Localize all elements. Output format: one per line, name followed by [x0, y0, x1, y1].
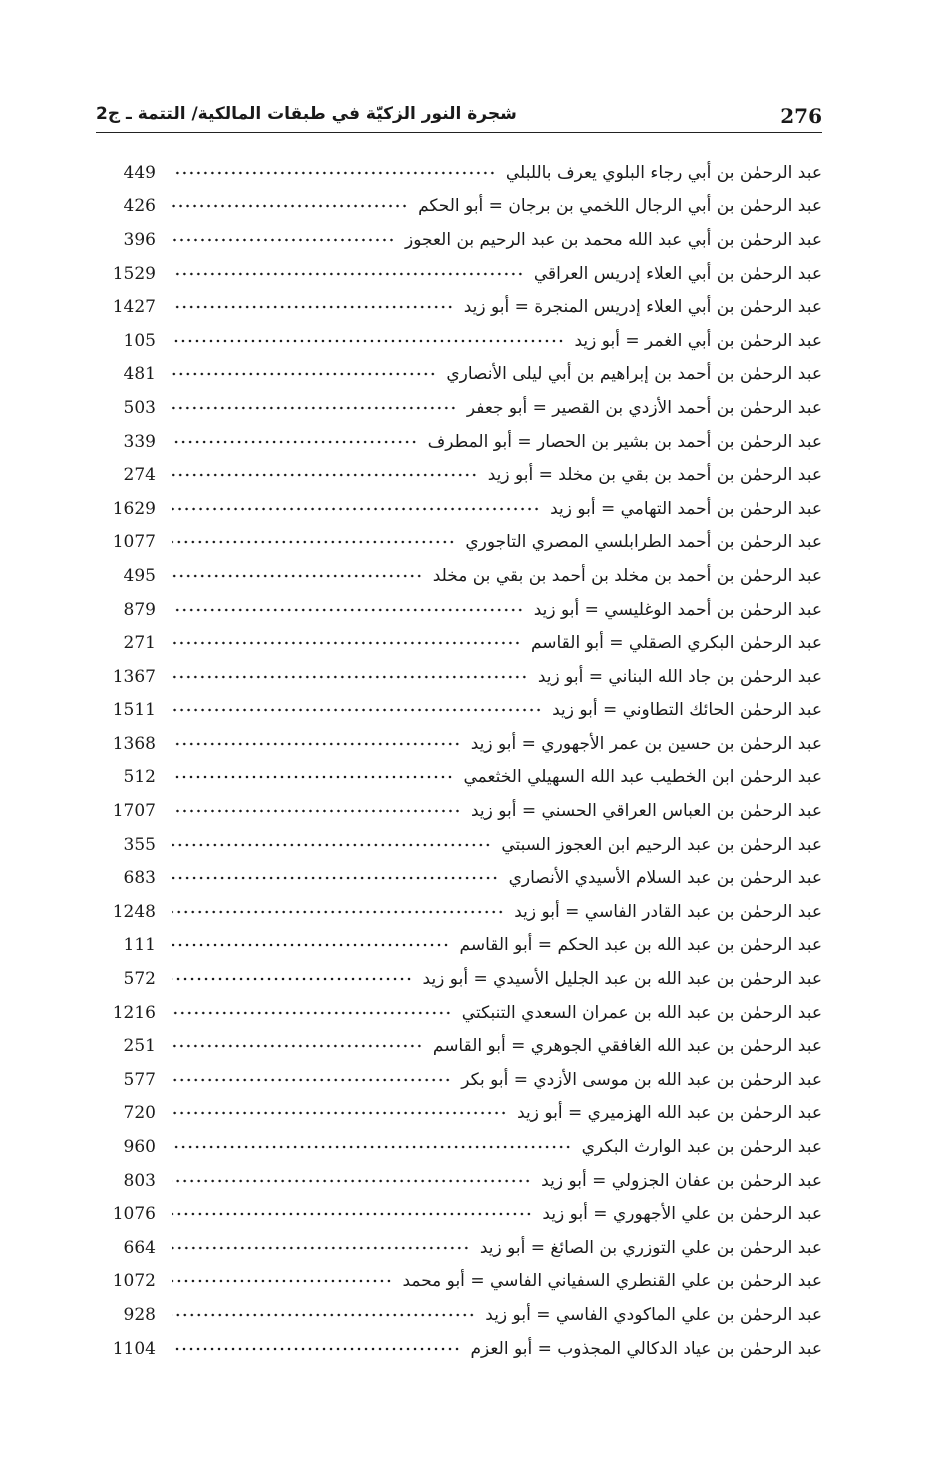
entry-page-number: 928 [123, 1304, 156, 1325]
entry-page-number: 1216 [112, 1002, 156, 1023]
entry-name: عبد الرحمٰن البكري الصقلي = أبو القاسم [530, 633, 822, 654]
entry-page-number: 1248 [112, 901, 156, 922]
entry-name: عبد الرحمٰن بن حسين بن عمر الأجهوري = أبو زيد [470, 733, 822, 754]
entry-name: عبد الرحمٰن بن أحمد الوغليسي = أبو زيد [533, 599, 822, 620]
index-entry [96, 1063, 822, 1097]
dot-leader [172, 1241, 470, 1255]
entry-page-number: 251 [123, 1036, 156, 1057]
dot-leader [172, 938, 450, 952]
entry-page-number: 111 [123, 935, 156, 956]
entry-name: عبد الرحمٰن بن أحمد بن إبراهيم بن أبي ليلى الأنصاري [446, 364, 822, 385]
dot-leader [172, 972, 413, 986]
entry-page-number: 339 [123, 431, 156, 452]
dot-leader [172, 670, 528, 684]
page-number: 276 [780, 104, 822, 128]
index-entry [96, 257, 822, 291]
entry-name: عبد الرحمٰن بن أبي رجاء البلوي يعرف باللبلي [505, 162, 822, 183]
dot-leader [172, 1308, 475, 1322]
index-entry [96, 828, 822, 862]
entry-name: عبد الرحمٰن بن علي القنطري السفياني الفاسي = أبو محمد [402, 1271, 822, 1292]
index-entry [96, 861, 822, 895]
index-entry [96, 290, 822, 324]
dot-leader [172, 233, 395, 247]
dot-leader [172, 1073, 451, 1087]
entry-name: عبد الرحمٰن بن أبي العلاء إدريس المنجرة = أبو زيد [463, 297, 822, 318]
dot-leader [172, 1207, 532, 1221]
entry-page-number: 426 [123, 196, 156, 217]
index-entry [96, 794, 822, 828]
entry-page-number: 960 [123, 1137, 156, 1158]
dot-leader [172, 1174, 531, 1188]
entry-page-number: 1077 [112, 532, 156, 553]
entry-name: عبد الرحمٰن بن عبد الوارث البكري [581, 1137, 822, 1158]
index-entry [96, 727, 822, 761]
dot-leader [172, 166, 496, 180]
running-title: شجرة النور الزكيّة في طبقات المالكية/ التتمة ـ ج2 [96, 104, 517, 124]
dot-leader [172, 199, 408, 213]
entry-name: عبد الرحمٰن بن عبد الله الهزميري = أبو زيد [517, 1103, 822, 1124]
entry-name: عبد الرحمٰن بن عبد الله بن عبد الحكم = أبو القاسم [459, 935, 822, 956]
dot-leader [172, 636, 521, 650]
entry-name: عبد الرحمٰن ابن الخطيب عبد الله السهيلي الخثعمي [463, 767, 822, 788]
index-entry [96, 358, 822, 392]
entry-page-number: 1629 [112, 498, 156, 519]
entry-name: عبد الرحمٰن بن أبي العلاء إدريس العراقي [533, 263, 822, 284]
index-entry [96, 996, 822, 1030]
index-entry [96, 156, 822, 190]
index-entry [96, 492, 822, 526]
entry-page-number: 803 [123, 1170, 156, 1191]
entry-name: عبد الرحمٰن بن علي الأجهوري = أبو زيد [542, 1204, 822, 1225]
entry-page-number: 1072 [112, 1271, 156, 1292]
entry-page-number: 271 [123, 633, 156, 654]
entry-page-number: 879 [123, 599, 156, 620]
index-entry [96, 391, 822, 425]
dot-leader [172, 502, 540, 516]
index-entry [96, 694, 822, 728]
entry-page-number: 512 [123, 767, 156, 788]
index-entry [96, 962, 822, 996]
dot-leader [172, 804, 461, 818]
dot-leader [172, 905, 504, 919]
entry-page-number: 355 [123, 834, 156, 855]
dot-leader [172, 435, 418, 449]
entry-page-number: 577 [123, 1069, 156, 1090]
dot-leader [172, 1274, 392, 1288]
entry-name: عبد الرحمٰن بن علي التوزري بن الصائغ = أبو زيد [479, 1237, 822, 1258]
entry-page-number: 1427 [112, 297, 156, 318]
index-entry [96, 324, 822, 358]
entry-page-number: 720 [123, 1103, 156, 1124]
index-entry [96, 761, 822, 795]
entry-name: عبد الرحمٰن بن أحمد بن مخلد بن أحمد بن بقي بن مخلد [432, 565, 822, 586]
dot-leader [172, 267, 524, 281]
entry-name: عبد الرحمٰن بن أبي الغمر = أبو زيد [574, 330, 822, 351]
index-entry [96, 626, 822, 660]
entry-name: عبد الرحمٰن بن أحمد الطرابلسي المصري التاجوري [465, 532, 822, 553]
index-entry [96, 593, 822, 627]
dot-leader [172, 468, 478, 482]
dot-leader [172, 367, 436, 381]
index-entry [96, 1164, 822, 1198]
index-entry [96, 1197, 822, 1231]
entry-page-number: 1076 [112, 1204, 156, 1225]
entry-page-number: 481 [123, 364, 156, 385]
entry-name: عبد الرحمٰن بن أحمد بن بقي بن مخلد = أبو زيد [487, 465, 822, 486]
entry-page-number: 1529 [112, 263, 156, 284]
entry-name: عبد الرحمٰن بن عبد السلام الأسيدي الأنصاري [508, 868, 822, 889]
index-entry [96, 929, 822, 963]
index-entry [96, 559, 822, 593]
entry-page-number: 449 [123, 162, 156, 183]
page-header [96, 100, 822, 133]
dot-leader [172, 770, 453, 784]
index-entry [96, 425, 822, 459]
index-entry [96, 1298, 822, 1332]
entry-name: عبد الرحمٰن بن أبي عبد الله محمد بن عبد الرحيم بن العجوز [404, 229, 822, 250]
index-page [96, 100, 822, 1365]
entry-page-number: 274 [123, 465, 156, 486]
entry-name: عبد الرحمٰن بن عفان الجزولي = أبو زيد [541, 1170, 822, 1191]
entry-name: عبد الرحمٰن بن عبد الله بن عبد الجليل الأسيدي = أبو زيد [422, 969, 822, 990]
entry-name: عبد الرحمٰن بن أبي الرجال اللخمي بن برجان = أبو الحكم [418, 196, 822, 217]
entry-name: عبد الرحمٰن بن عبد الرحيم ابن العجوز السبتي [501, 834, 822, 855]
index-entry [96, 895, 822, 929]
entry-page-number: 572 [123, 969, 156, 990]
dot-leader [172, 569, 423, 583]
entry-page-number: 664 [123, 1237, 156, 1258]
dot-leader [172, 334, 564, 348]
entry-page-number: 1511 [112, 700, 156, 721]
entry-name: عبد الرحمٰن بن عبد الله بن موسى الأزدي = أبو بكر [461, 1069, 822, 1090]
dot-leader [172, 703, 542, 717]
entry-name: عبد الرحمٰن بن أحمد الأزدي بن القصير = أبو جعفر [466, 397, 822, 418]
index-entry [96, 1130, 822, 1164]
dot-leader [172, 1039, 423, 1053]
dot-leader [172, 1006, 452, 1020]
dot-leader [172, 401, 457, 415]
entry-name: عبد الرحمٰن بن عياد الدكالي المجذوب = أبو العزم [470, 1338, 822, 1359]
entry-name: عبد الرحمٰن بن علي الماكودي الفاسي = أبو زيد [485, 1304, 822, 1325]
index-entry [96, 1029, 822, 1063]
entry-page-number: 1367 [112, 666, 156, 687]
entry-page-number: 495 [123, 565, 156, 586]
entry-page-number: 1368 [112, 733, 156, 754]
entry-name: عبد الرحمٰن بن أحمد بن بشير بن الحصار = أبو المطرف [427, 431, 822, 452]
entry-page-number: 105 [123, 330, 156, 351]
entry-name: عبد الرحمٰن بن عبد الله الغافقي الجوهري = أبو القاسم [432, 1036, 822, 1057]
dot-leader [172, 1106, 507, 1120]
dot-leader [172, 535, 455, 549]
dot-leader [172, 737, 461, 751]
entry-name: عبد الرحمٰن بن أحمد التهامي = أبو زيد [550, 498, 822, 519]
index-entries [96, 156, 822, 1365]
index-entry [96, 190, 822, 224]
index-entry [96, 1097, 822, 1131]
entry-name: عبد الرحمٰن بن جاد الله البناني = أبو زيد [537, 666, 822, 687]
entry-page-number: 1104 [112, 1338, 156, 1359]
dot-leader [172, 300, 454, 314]
entry-name: عبد الرحمٰن بن عبد القادر الفاسي = أبو زيد [514, 901, 822, 922]
entry-name: عبد الرحمٰن الحائك التطاوني = أبو زيد [552, 700, 822, 721]
entry-page-number: 683 [123, 868, 156, 889]
index-entry [96, 223, 822, 257]
entry-page-number: 503 [123, 397, 156, 418]
entry-page-number: 1707 [112, 801, 156, 822]
index-entry [96, 1332, 822, 1366]
entry-name: عبد الرحمٰن بن عبد الله بن عمران السعدي التنبكتي [461, 1002, 822, 1023]
index-entry [96, 526, 822, 560]
dot-leader [172, 871, 499, 885]
index-entry [96, 1265, 822, 1299]
entry-name: عبد الرحمٰن بن العباس العراقي الحسني = أبو زيد [470, 801, 822, 822]
index-entry [96, 660, 822, 694]
index-entry [96, 458, 822, 492]
entry-page-number: 396 [123, 229, 156, 250]
index-entry [96, 1231, 822, 1265]
dot-leader [172, 603, 524, 617]
dot-leader [172, 1342, 461, 1356]
dot-leader [172, 838, 491, 852]
dot-leader [172, 1140, 572, 1154]
